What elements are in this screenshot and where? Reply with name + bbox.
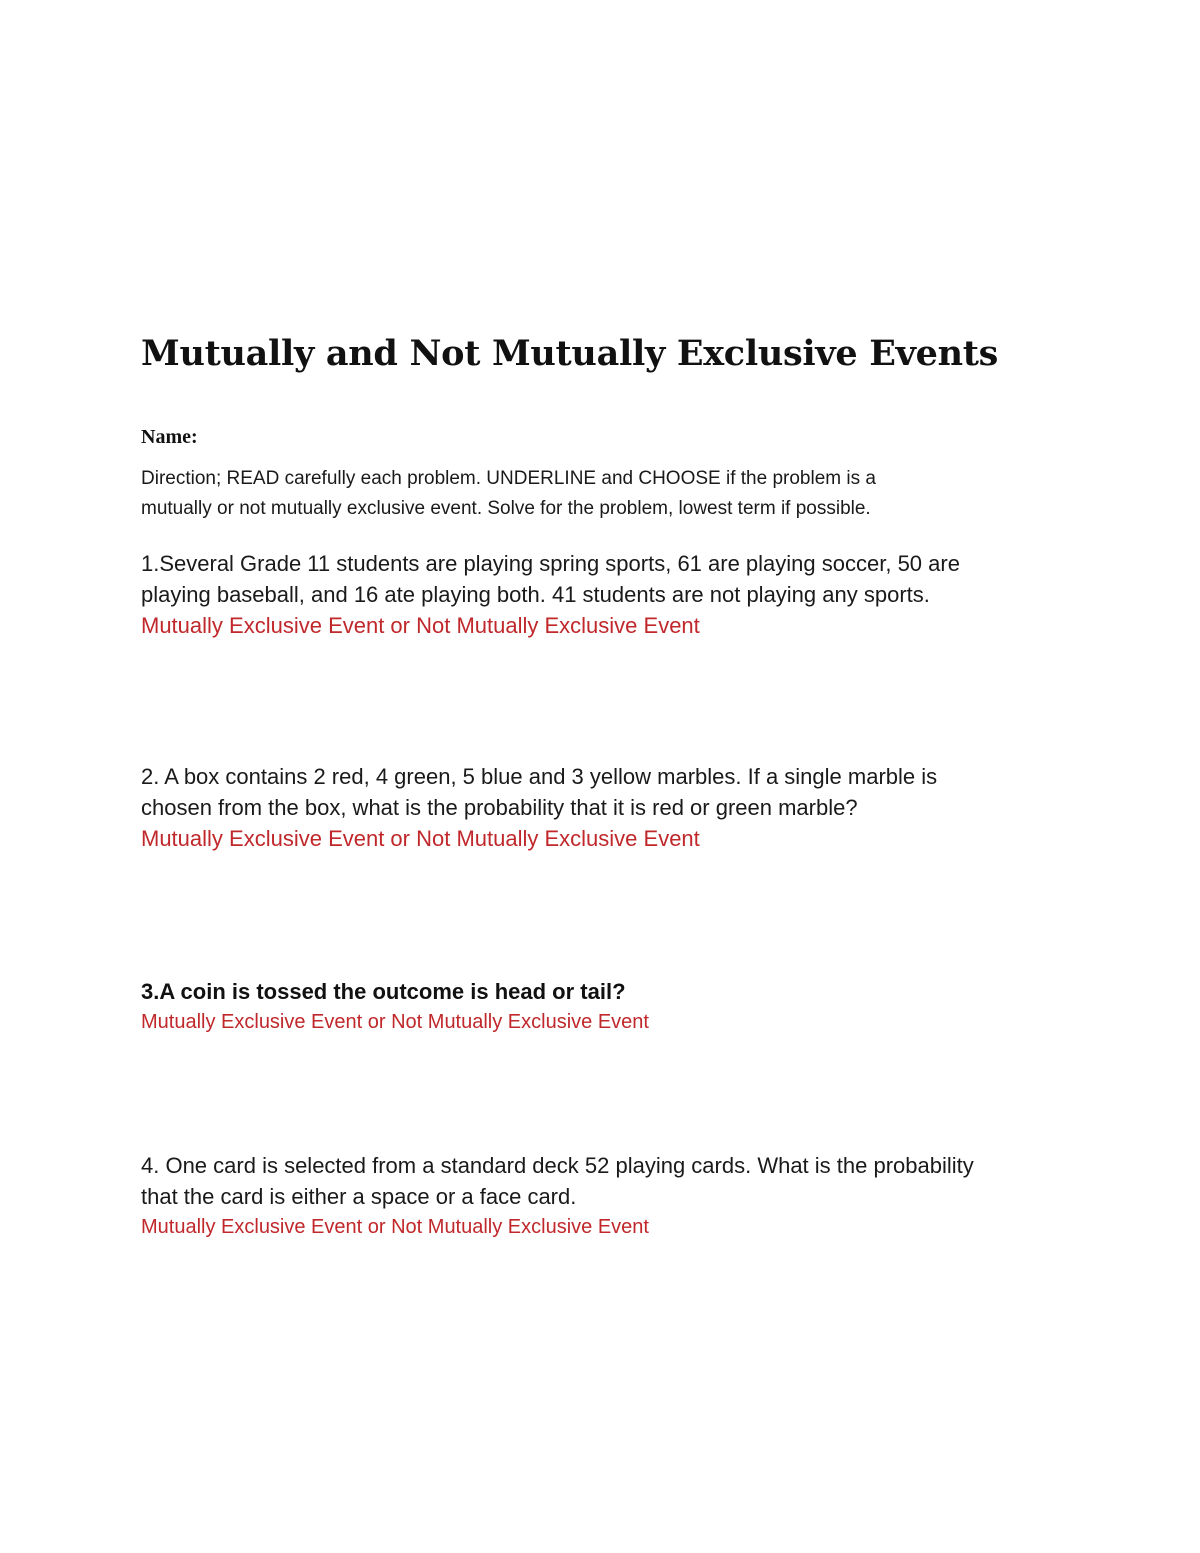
problem-3-line-1: 3.A coin is tossed the outcome is head or tail?: [141, 979, 626, 1004]
problem-2-choice: Mutually Exclusive Event or Not Mutually Exclusive Event: [141, 826, 700, 851]
problem-2-line-2: chosen from the box, what is the probability that it is red or green marble?: [141, 795, 858, 820]
problem-3: [141, 976, 1101, 1038]
problem-3-choice: Mutually Exclusive Event or Not Mutually Exclusive Event: [141, 1011, 649, 1033]
problem-4: [141, 1150, 1101, 1243]
direction-line: Direction; READ carefully each problem. UNDERLINE and CHOOSE if the problem is a: [141, 468, 876, 489]
problem-1: [141, 548, 1101, 641]
problem-1-line-1: 1.Several Grade 11 students are playing spring sports, 61 are playing soccer, 50 are: [141, 551, 960, 576]
problem-1-line-2: playing baseball, and 16 ate playing both. 41 students are not playing any sports.: [141, 582, 930, 607]
problem-4-choice: Mutually Exclusive Event or Not Mutually Exclusive Event: [141, 1216, 649, 1238]
problem-4-line-2: that the card is either a space or a face card.: [141, 1184, 577, 1209]
name-label: Name:: [141, 426, 198, 448]
directions: [141, 464, 1101, 524]
problem-4-line-1: 4. One card is selected from a standard deck 52 playing cards. What is the probability: [141, 1153, 974, 1178]
direction-line: mutually or not mutually exclusive event. Solve for the problem, lowest term if possible.: [141, 498, 871, 519]
problem-2: [141, 761, 1101, 854]
problem-2-line-1: 2. A box contains 2 red, 4 green, 5 blue and 3 yellow marbles. If a single marble is: [141, 764, 938, 789]
page-title: Mutually and Not Mutually Exclusive Events: [141, 333, 999, 374]
problem-1-choice: Mutually Exclusive Event or Not Mutually Exclusive Event: [141, 613, 700, 638]
